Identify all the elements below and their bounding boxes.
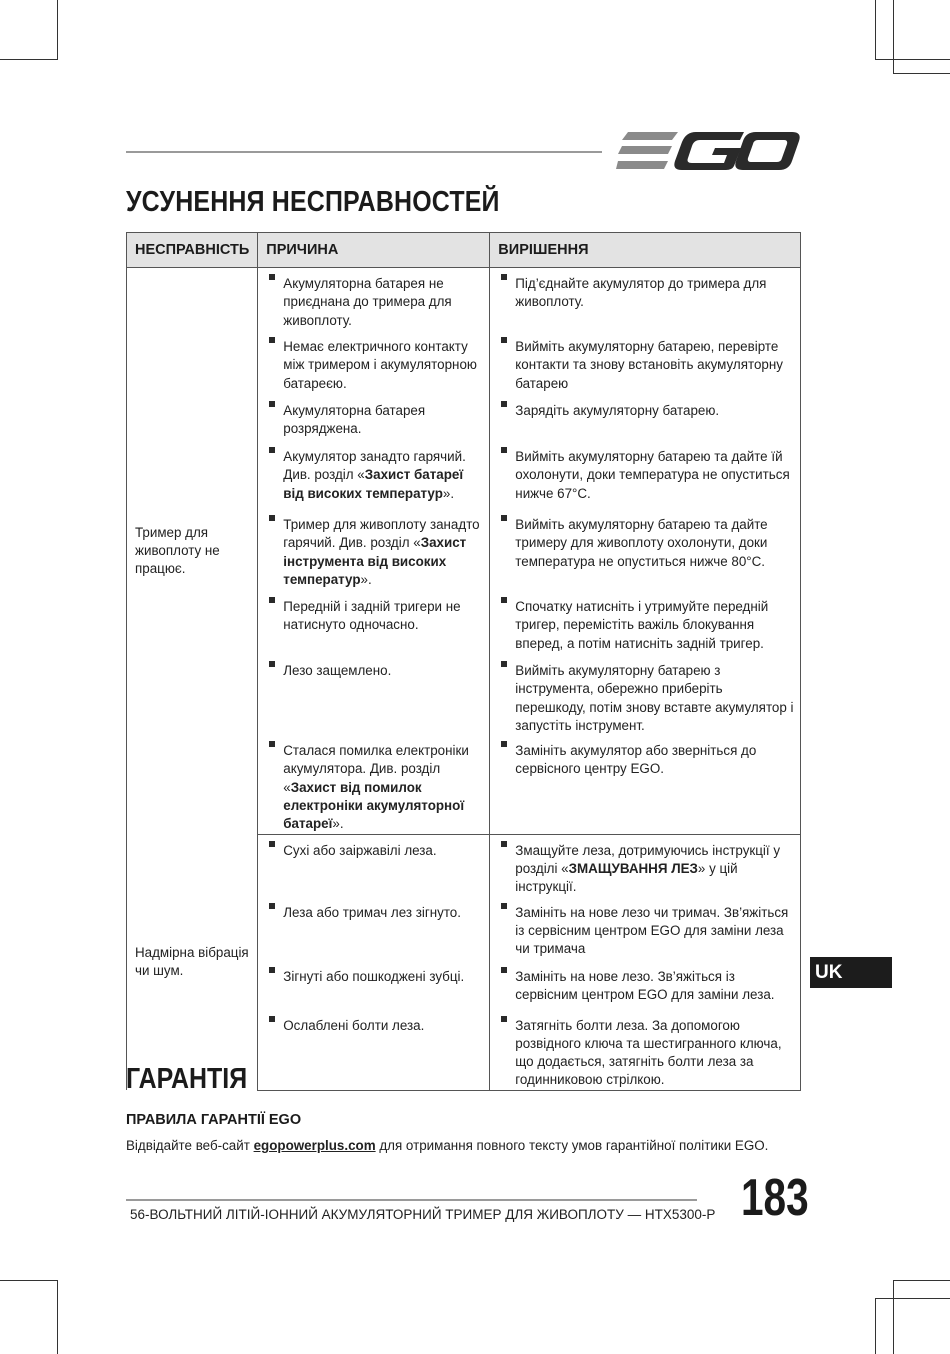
crop-mark (57, 1280, 58, 1354)
solution-text: Вийміть акумуляторну батарею та дайте тримеру для живоплоту охолонути, доки температура не опуститься нижче 80°C. (515, 517, 768, 569)
cause-cell (258, 1010, 490, 1091)
bullet-icon (501, 337, 507, 343)
bullet-icon (269, 1016, 275, 1022)
crop-mark (893, 0, 894, 74)
bullet-icon (269, 447, 275, 453)
table-row (127, 834, 801, 896)
fault-text: Надмірна вібрація чи шум. (135, 944, 249, 979)
solution-cell (490, 331, 801, 395)
fault-cell (127, 268, 258, 835)
solution-cell (490, 834, 801, 896)
page-title: УСУНЕННЯ НЕСПРАВНОСТЕЙ (126, 186, 500, 218)
solution-text-bold: ЗМАЩУВАННЯ ЛЕЗ (568, 860, 698, 876)
cause-text-post: ». (360, 571, 372, 587)
solution-cell (490, 655, 801, 735)
bullet-icon (269, 903, 275, 909)
bullet-icon (501, 741, 507, 747)
cause-text-bold: Захист батареї від високих температур (283, 467, 464, 501)
language-tab: UK (810, 957, 892, 988)
cause-cell (258, 834, 490, 896)
bullet-icon (501, 447, 507, 453)
table-row (127, 268, 801, 332)
cause-text-bold: Захист інструмента від високих температур (283, 535, 467, 587)
warranty-text-pre: Відвідайте веб-сайт (126, 1138, 254, 1153)
cause-text: Леза або тримач лез зігнуто. (283, 904, 461, 920)
crop-mark (875, 0, 876, 60)
cause-text: Лезо защемлено. (283, 663, 392, 678)
cause-cell (258, 441, 490, 509)
cause-cell (258, 591, 490, 655)
crop-mark (893, 73, 950, 74)
bullet-icon (501, 597, 507, 603)
crop-mark (875, 1298, 950, 1299)
crop-mark (0, 59, 58, 60)
solution-text: Під’єднайте акумулятор до тримера для живоплоту. (515, 276, 767, 310)
warranty-text-post: для отримання повного тексту умов гарантійної політики EGO. (375, 1138, 769, 1153)
crop-mark (57, 0, 58, 60)
cause-cell (258, 655, 490, 735)
cause-text: Передній і задній тригери не натиснуто одночасно. (283, 599, 461, 633)
solution-text: Вийміть акумуляторну батарею та дайте їй охолонути, доки температура не опуститься нижче 67°C. (515, 449, 790, 501)
logo-g-o (674, 132, 799, 170)
solution-cell (490, 961, 801, 1010)
header-rule (126, 151, 602, 153)
solution-text: Затягніть болти леза. За допомогою розвідного ключа та шестигранного ключа, що додається, затягніть болти леза за годинниковою стрілкою. (515, 1017, 782, 1088)
bullet-icon (269, 597, 275, 603)
bullet-icon (501, 967, 507, 973)
column-header-fault: НЕСПРАВНІСТЬ (127, 233, 258, 268)
bullet-icon (501, 274, 507, 280)
cause-text: Акумуляторна батарея розряджена. (283, 403, 426, 437)
bullet-icon (269, 515, 275, 521)
crop-mark (0, 1280, 58, 1281)
cause-text-pre: Акумулятор занадто гарячий. Див. розділ « (283, 449, 466, 483)
solution-text: Вийміть акумуляторну батарею з інструмента, обережно приберіть перешкоду, потім знову вставте акумулятор і запустіть інструмент. (515, 663, 794, 733)
bullet-icon (269, 337, 275, 343)
cause-cell (258, 897, 490, 961)
bullet-icon (269, 661, 275, 667)
solution-text: Замініть на нове лезо. Зв’яжіться із сервісним центром EGO для заміни леза. (515, 968, 775, 1002)
cause-cell (258, 268, 490, 332)
warranty-website-link[interactable]: egopowerplus.com (253, 1138, 376, 1153)
cause-cell (258, 509, 490, 591)
solution-text: Спочатку натисніть і утримуйте передній тригер, перемістіть важіль блокування вперед, а потім натисніть задній тригер. (515, 599, 769, 651)
bullet-icon (501, 401, 507, 407)
solution-cell (490, 591, 801, 655)
bullet-icon (501, 903, 507, 909)
solution-cell (490, 395, 801, 441)
solution-cell (490, 268, 801, 332)
cause-cell (258, 961, 490, 1010)
bullet-icon (501, 661, 507, 667)
cause-text-pre: Сталася помилка електроніки акумулятора. Див. розділ « (283, 743, 469, 795)
solution-cell (490, 1010, 801, 1091)
solution-text: Вийміть акумуляторну батарею, перевірте контакти та знову встановіть акумуляторну батарею (515, 339, 783, 391)
cause-cell (258, 395, 490, 441)
footer-product-title: 56-ВОЛЬТНИЙ ЛІТІЙ-ІОННИЙ АКУМУЛЯТОРНИЙ ТРИМЕР ДЛЯ ЖИВОПЛОТУ — HTX5300-P (130, 1207, 716, 1222)
cause-text-pre: Тример для живоплоту занадто гарячий. Див. розділ « (283, 517, 480, 551)
bullet-icon (501, 1016, 507, 1022)
logo-e-bars (616, 132, 678, 169)
solution-text: Зарядіть акумуляторну батарею. (515, 403, 720, 418)
ego-logo (616, 130, 800, 172)
bullet-icon (269, 741, 275, 747)
warranty-subtitle: ПРАВИЛА ГАРАНТІЇ EGO (126, 1112, 302, 1128)
crop-mark (893, 1280, 950, 1281)
troubleshooting-table (126, 232, 801, 1091)
cause-text-bold: Захист від помилок електроніки акумуляторної батареї (283, 779, 465, 832)
warranty-title: ГАРАНТІЯ (126, 1063, 248, 1095)
solution-cell (490, 897, 801, 961)
bullet-icon (269, 274, 275, 280)
cause-text-post: ». (332, 816, 344, 832)
cause-text: Сухі або заіржавілі леза. (283, 842, 437, 858)
solution-text-post: » у цій інструкції. (515, 860, 738, 895)
solution-text: Замініть на нове лезо чи тримач. Зв’яжіться із сервісним центром EGO для заміни леза чи тримача (515, 904, 789, 957)
cause-cell (258, 331, 490, 395)
cause-text: Зігнуті або пошкоджені зубці. (283, 968, 465, 984)
column-header-solution: ВИРІШЕННЯ (490, 233, 801, 268)
crop-mark (875, 59, 950, 60)
solution-cell (490, 509, 801, 591)
solution-cell (490, 735, 801, 834)
table-header-row (127, 233, 801, 268)
cause-cell (258, 735, 490, 834)
cause-text-post: ». (442, 485, 455, 501)
fault-cell (127, 834, 258, 1090)
bullet-icon (269, 841, 275, 847)
fault-text: Тример для живоплоту не працює. (135, 524, 220, 577)
solution-cell (490, 441, 801, 509)
solution-text: Замініть акумулятор або зверніться до сервісного центру EGO. (515, 743, 757, 777)
bullet-icon (269, 967, 275, 973)
cause-text: Акумуляторна батарея не приєднана до тримера для живоплоту. (283, 276, 452, 328)
crop-mark (875, 1298, 876, 1354)
bullet-icon (269, 401, 275, 407)
column-header-cause: ПРИЧИНА (258, 233, 490, 268)
cause-text: Ослаблені болти леза. (283, 1017, 425, 1033)
cause-text: Немає електричного контакту між тримером і акумуляторною батареєю. (283, 339, 477, 391)
solution-text-pre: Змащуйте леза, дотримуючись інструкції у розділі « (515, 842, 781, 876)
page-number: 183 (741, 1169, 809, 1227)
crop-mark (893, 1280, 894, 1354)
footer-rule (126, 1199, 697, 1201)
bullet-icon (501, 515, 507, 521)
bullet-icon (501, 841, 507, 847)
warranty-text (126, 1138, 768, 1153)
